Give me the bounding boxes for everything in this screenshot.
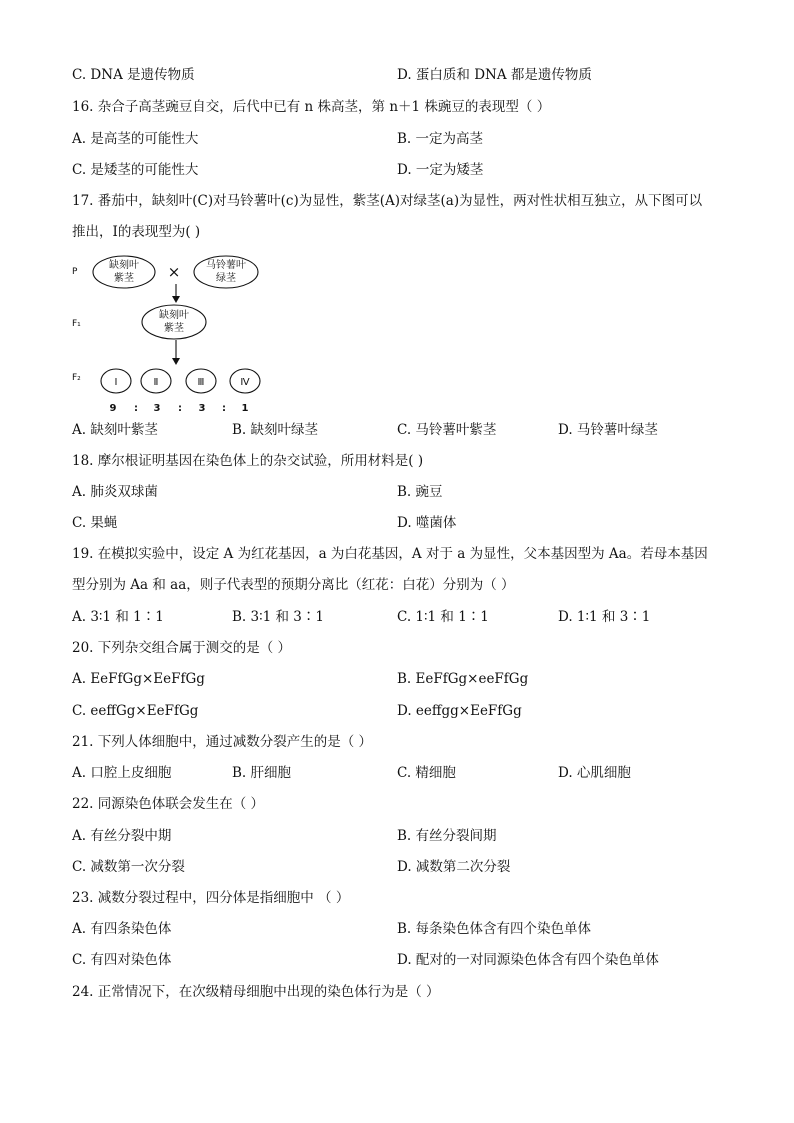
ratio-value-1: 9 — [109, 403, 117, 414]
q19-option-d: D. 1∶1 和 3∶1 — [558, 609, 651, 625]
q24-stem: 24. 正常情况下，在次级精母细胞中出现的染色体行为是（ ） — [72, 984, 440, 1000]
q18-option-d: D. 噬菌体 — [397, 515, 457, 531]
q17-stem-line2: 推出，Ⅰ的表现型为( ) — [72, 224, 201, 240]
q15-option-d: D. 蛋白质和 DNA 都是遗传物质 — [397, 67, 592, 83]
q21-option-a: A. 口腔上皮细胞 — [72, 765, 172, 781]
cross-diagram-svg — [66, 250, 296, 418]
q21-option-d: D. 心肌细胞 — [558, 765, 631, 781]
q17-option-a: A. 缺刻叶紫茎 — [72, 422, 158, 438]
q16-stem: 16. 杂合子高茎豌豆自交，后代中已有 n 株高茎，第 n＋1 株豌豆的表现型（ ） — [72, 99, 551, 115]
q19-option-c: C. 1∶1 和 1∶1 — [397, 609, 489, 625]
f2-label-4: Ⅳ — [240, 377, 250, 388]
q17-option-b: B. 缺刻叶绿茎 — [232, 422, 319, 438]
q16-option-a: A. 是高茎的可能性大 — [72, 131, 199, 147]
q19-option-b: B. 3∶1 和 3∶1 — [232, 609, 324, 625]
f1-line1: 缺刻叶 — [159, 310, 189, 321]
q20-stem: 20. 下列杂交组合属于测交的是（ ） — [72, 640, 292, 656]
q17-option-c: C. 马铃薯叶紫茎 — [397, 422, 497, 438]
q18-stem: 18. 摩尔根证明基因在染色体上的杂交试验，所用材料是( ) — [72, 453, 424, 469]
parent-1-line2: 紫茎 — [114, 273, 134, 284]
ratio-value-2: 3 — [153, 403, 161, 414]
gen-label-p: P — [72, 267, 78, 277]
q18-option-b: B. 豌豆 — [397, 484, 443, 500]
q20-option-c: C. eeffGg×EeFfGg — [72, 703, 199, 719]
q22-option-b: B. 有丝分裂间期 — [397, 828, 497, 844]
arrow-f1-f2-head — [172, 358, 180, 365]
q16-option-d: D. 一定为矮茎 — [397, 162, 484, 178]
f2-label-3: Ⅲ — [197, 377, 205, 388]
f1-line2: 紫茎 — [164, 323, 184, 334]
q19-stem-line1: 19. 在模拟实验中，设定 A 为红花基因，a 为白花基因，A 对于 a 为显性，父本基因型为 Aa。若母本基因 — [72, 546, 708, 562]
q23-option-b: B. 每条染色体含有四个染色单体 — [397, 921, 592, 937]
q22-option-c: C. 减数第一次分裂 — [72, 859, 185, 875]
q15-option-c: C. DNA 是遗传物质 — [72, 67, 195, 83]
q19-stem-line2: 型分别为 Aa 和 aa，则子代表型的预期分离比（红花：白花）分别为（ ） — [72, 577, 515, 593]
ratio-sep-1: : — [134, 403, 138, 414]
parent-2-line1: 马铃薯叶 — [206, 260, 246, 271]
q23-option-d: D. 配对的一对同源染色体含有四个染色单体 — [397, 952, 659, 968]
q22-stem: 22. 同源染色体联会发生在（ ） — [72, 796, 265, 812]
q18-option-a: A. 肺炎双球菌 — [72, 484, 158, 500]
q23-stem: 23. 减数分裂过程中，四分体是指细胞中 （ ） — [72, 890, 350, 906]
parent-1-line1: 缺刻叶 — [109, 260, 139, 271]
f2-label-2: Ⅱ — [153, 377, 159, 388]
q16-option-b: B. 一定为高茎 — [397, 131, 484, 147]
q19-option-a: A. 3∶1 和 1∶1 — [72, 609, 164, 625]
q17-stem-line1: 17. 番茄中，缺刻叶(C)对马铃薯叶(c)为显性，紫茎(A)对绿茎(a)为显性，两对性状相互独立，从下图可以 — [72, 193, 703, 209]
cross-diagram — [66, 250, 296, 418]
q23-option-c: C. 有四对染色体 — [72, 952, 172, 968]
q20-option-d: D. eeffgg×EeFfGg — [397, 703, 522, 719]
q23-option-a: A. 有四条染色体 — [72, 921, 172, 937]
q16-option-c: C. 是矮茎的可能性大 — [72, 162, 199, 178]
f2-label-1: Ⅰ — [114, 377, 118, 388]
q20-option-a: A. EeFfGg×EeFfGg — [72, 671, 205, 687]
q22-option-a: A. 有丝分裂中期 — [72, 828, 172, 844]
q21-stem: 21. 下列人体细胞中，通过减数分裂产生的是（ ） — [72, 734, 373, 750]
ratio-sep-3: : — [222, 403, 226, 414]
cross-symbol: × — [167, 263, 181, 281]
arrow-p-f1-head — [172, 296, 180, 303]
ratio-sep-2: : — [178, 403, 182, 414]
q17-option-d: D. 马铃薯叶绿茎 — [558, 422, 658, 438]
q21-option-c: C. 精细胞 — [397, 765, 456, 781]
ratio-value-3: 3 — [198, 403, 206, 414]
q20-option-b: B. EeFfGg×eeFfGg — [397, 671, 529, 687]
gen-label-f1: F₁ — [72, 319, 81, 329]
ratio-value-4: 1 — [241, 403, 249, 414]
q22-option-d: D. 减数第二次分裂 — [397, 859, 511, 875]
gen-label-f2: F₂ — [72, 373, 81, 383]
parent-2-line2: 绿茎 — [216, 273, 236, 284]
q21-option-b: B. 肝细胞 — [232, 765, 292, 781]
q18-option-c: C. 果蝇 — [72, 515, 118, 531]
